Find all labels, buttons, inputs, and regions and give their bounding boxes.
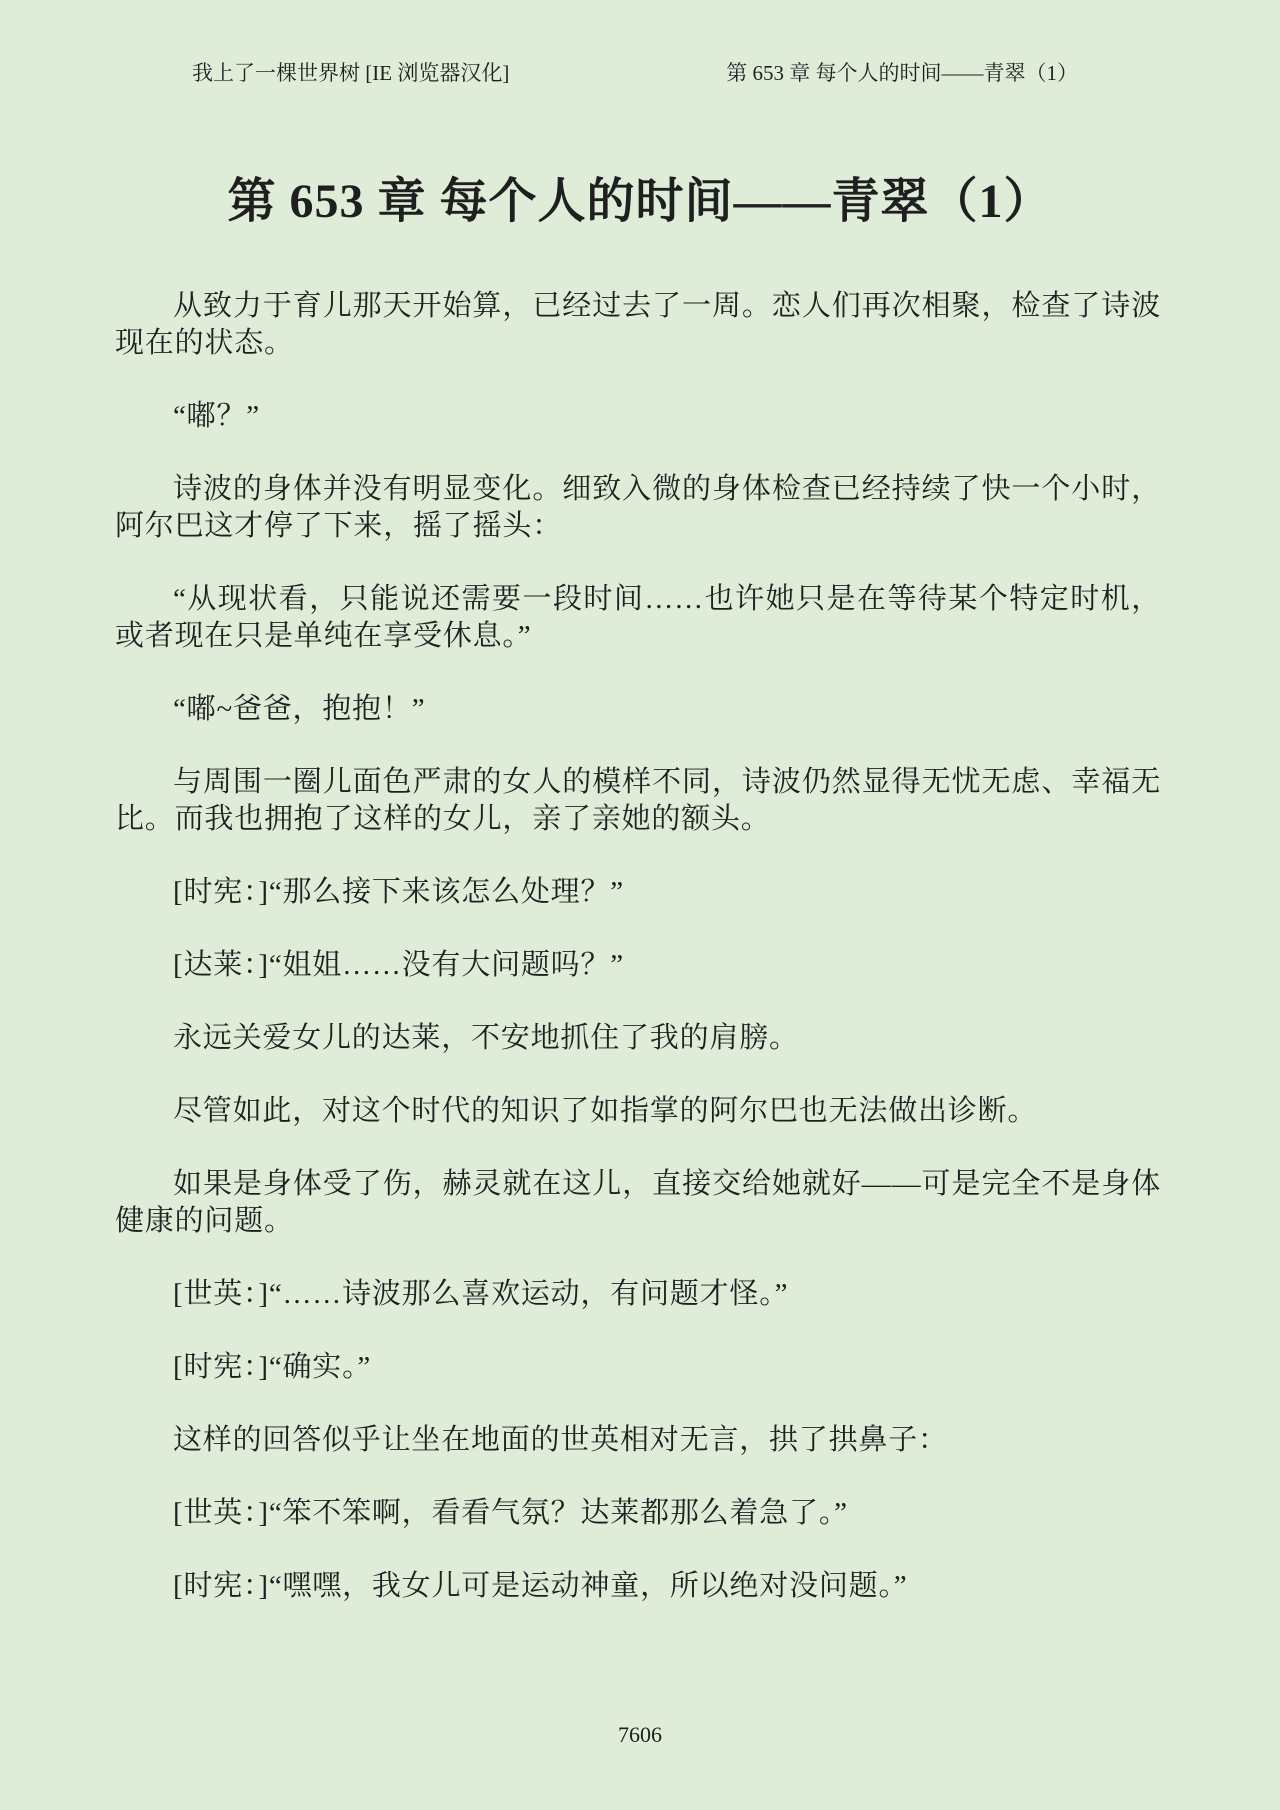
paragraph: 这样的回答似乎让坐在地面的世英相对无言，拱了拱鼻子：: [173, 1424, 948, 1456]
paragraph: “从现状看，只能说还需要一段时间……也许她只是在等待某个特定时机，或者现在只是单纯在享受休息。”: [115, 583, 1161, 652]
paragraph: [时宪：]“那么接下来该怎么处理？”: [173, 876, 624, 908]
page-number: 7606: [618, 1722, 662, 1747]
paragraph: 尽管如此，对这个时代的知识了如指掌的阿尔巴也无法做出诊断。: [173, 1095, 1038, 1127]
paragraph: 诗波的身体并没有明显变化。细致入微的身体检查已经持续了快一个小时，阿尔巴这才停了下来，摇了摇头：: [115, 473, 1161, 542]
paragraph: “嘟？”: [173, 400, 260, 432]
paragraph: [世英：]“……诗波那么喜欢运动，有问题才怪。”: [173, 1278, 789, 1310]
paragraph: [世英：]“笨不笨啊，看看气氛？达莱都那么着急了。”: [173, 1497, 848, 1529]
paragraph: [达莱：]“姐姐……没有大问题吗？”: [173, 949, 624, 981]
paragraph: “嘟~爸爸，抱抱！”: [173, 693, 426, 725]
paragraph: [时宪：]“确实。”: [173, 1351, 372, 1383]
page-footer: [0, 1722, 1280, 1748]
running-header: [0, 0, 1280, 86]
chapter-header: 第 653 章 每个人的时间——青翠（1）: [726, 61, 1078, 85]
chapter-title: 第 653 章 每个人的时间——青翠（1）: [227, 175, 1053, 228]
paragraph: 与周围一圈儿面色严肃的女人的模样不同，诗波仍然显得无忧无虑、幸福无比。而我也拥抱了这样的女儿，亲了亲她的额头。: [115, 766, 1161, 835]
book-title-header: 我上了一棵世界树 [IE 浏览器汉化]: [192, 61, 510, 85]
paragraph: 如果是身体受了伤，赫灵就在这儿，直接交给她就好——可是完全不是身体健康的问题。: [115, 1168, 1161, 1237]
paragraph: [时宪：]“嘿嘿，我女儿可是运动神童，所以绝对没问题。”: [173, 1570, 908, 1602]
chapter-body: [0, 288, 1280, 1605]
paragraph: 从致力于育儿那天开始算，已经过去了一周。恋人们再次相聚，检查了诗波现在的状态。: [115, 290, 1161, 359]
paragraph: 永远关爱女儿的达莱，不安地抓住了我的肩膀。: [173, 1022, 799, 1054]
